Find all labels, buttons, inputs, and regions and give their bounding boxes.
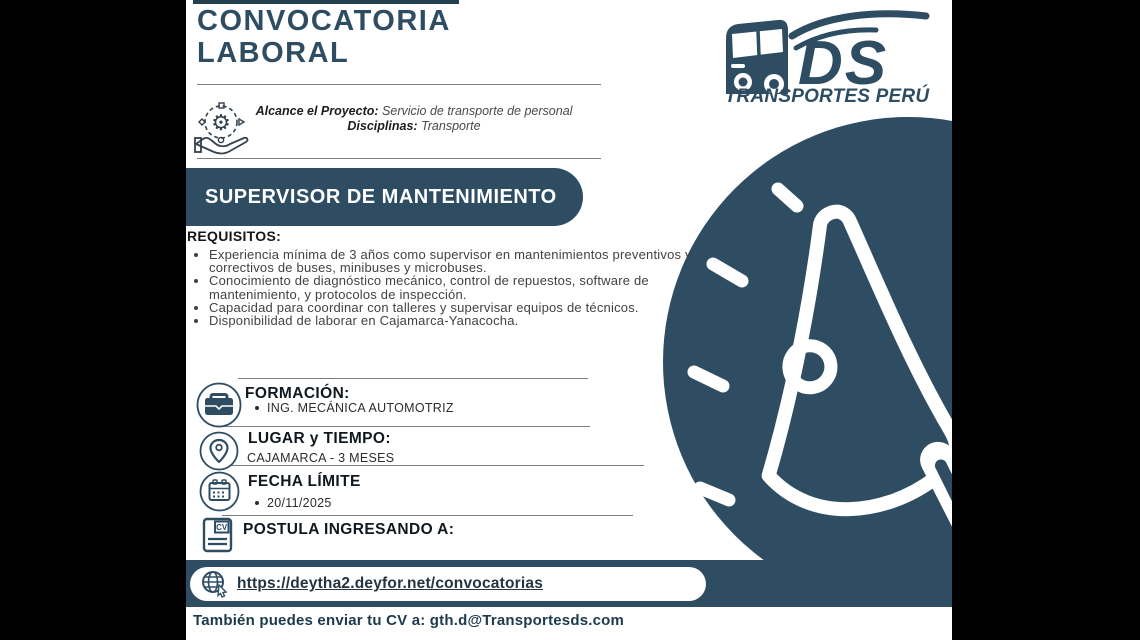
divider-above-banner bbox=[197, 158, 601, 159]
page-title bbox=[197, 5, 451, 69]
divider-lugar-bottom bbox=[224, 465, 644, 466]
bullet-dot bbox=[255, 501, 259, 505]
convocatorias-link[interactable]: https://deytha2.deyfor.net/convocatorias bbox=[237, 575, 544, 592]
requirements-heading: REQUISITOS: bbox=[187, 228, 282, 244]
calendar-icon bbox=[199, 471, 240, 512]
divider-formacion-bottom bbox=[220, 426, 590, 427]
project-scope bbox=[234, 104, 594, 133]
requirement-item: • Conocimiento de diagnóstico mecánico, control de repuestos, software de mantenimiento, y protocolos de inspección. bbox=[209, 274, 695, 300]
divider-under-title bbox=[197, 84, 601, 85]
fecha-heading: FECHA LÍMITE bbox=[248, 473, 361, 490]
formacion-heading: FORMACIÓN: bbox=[245, 385, 350, 402]
divider-fecha-bottom bbox=[222, 515, 633, 516]
svg-text:⚙: ⚙ bbox=[211, 110, 231, 135]
globe-cursor-icon bbox=[200, 570, 230, 598]
disciplines-label: Disciplinas: bbox=[347, 118, 418, 133]
svg-text:DS: DS bbox=[798, 29, 889, 98]
location-pin-icon bbox=[199, 431, 239, 471]
requirement-item: • Capacidad para coordinar con talleres y supervisar equipos de técnicos. bbox=[209, 301, 695, 314]
scope-label: Alcance el Proyecto: bbox=[255, 104, 379, 118]
position-banner bbox=[186, 168, 583, 226]
lugar-heading: LUGAR y TIEMPO: bbox=[248, 430, 391, 447]
requirement-item: • Disponibilidad de laborar en Cajamarca-Yanacocha. bbox=[209, 314, 695, 327]
requirement-item: • Experiencia mínima de 3 años como supervisor en mantenimientos preventivos y correctivos de buses, minibuses y microbuses. bbox=[209, 248, 695, 274]
bullet-dot bbox=[255, 406, 259, 410]
scope-value: Servicio de transporte de personal bbox=[382, 104, 573, 118]
top-accent-bar bbox=[193, 0, 459, 4]
fecha-value: 20/11/2025 bbox=[255, 496, 332, 510]
postula-heading: POSTULA INGRESANDO A: bbox=[243, 521, 455, 538]
url-pill[interactable] bbox=[190, 567, 706, 601]
page-title-line1: CONVOCATORIA bbox=[197, 5, 451, 37]
svg-text:CV: CV bbox=[216, 523, 228, 532]
formacion-item: ING. MECÁNICA AUTOMOTRIZ bbox=[255, 401, 454, 415]
company-logo bbox=[714, 6, 940, 116]
briefcase-icon bbox=[196, 382, 242, 428]
footer-note: También puedes enviar tu CV a: gth.d@Transportesds.com bbox=[193, 612, 625, 629]
divider-formacion-top bbox=[238, 378, 588, 379]
lugar-value: CAJAMARCA - 3 MESES bbox=[247, 451, 395, 465]
cv-document-icon bbox=[202, 517, 234, 553]
page-title-line2: LABORAL bbox=[197, 37, 350, 69]
flyer-content bbox=[186, 0, 952, 640]
logo-tagline: TRANSPORTES PERÚ bbox=[724, 86, 930, 107]
disciplines-value: Transporte bbox=[421, 118, 481, 133]
position-title: SUPERVISOR DE MANTENIMIENTO bbox=[205, 186, 557, 208]
requirements-list bbox=[188, 248, 695, 327]
